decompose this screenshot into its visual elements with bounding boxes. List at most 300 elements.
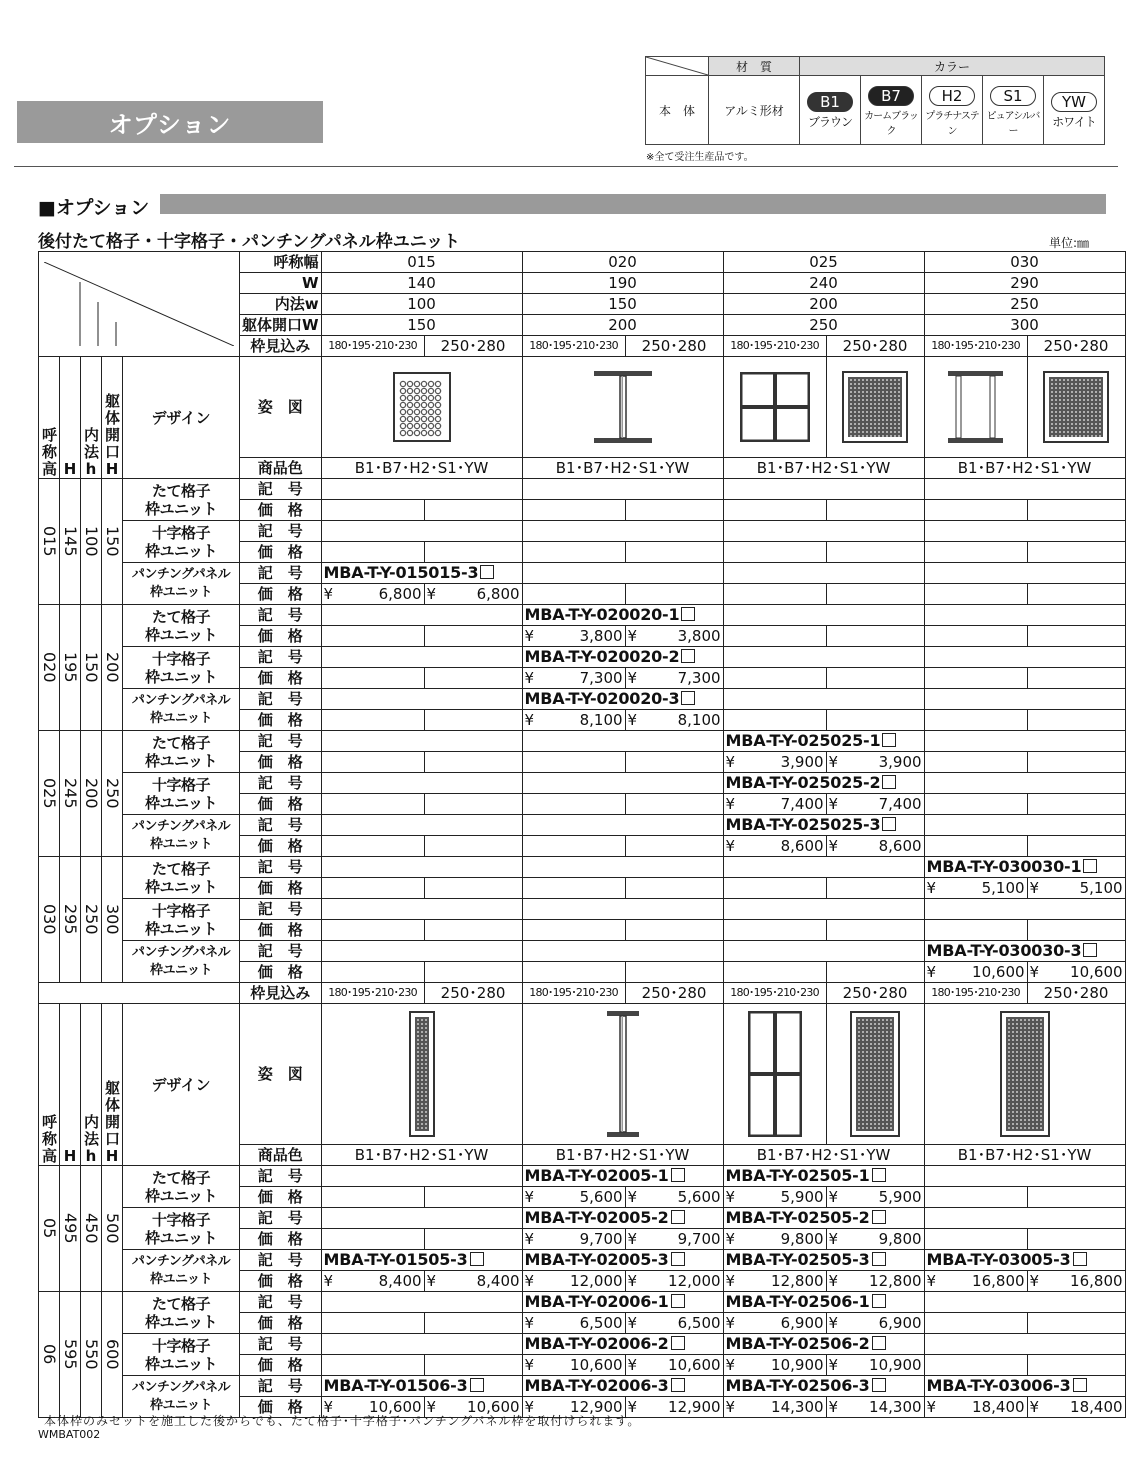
code-label: 記 号: [240, 941, 322, 962]
empty-cell: [924, 521, 1125, 542]
section-title: ■オプション: [38, 197, 150, 219]
unit-type-line2: 枠ユニット: [150, 710, 212, 726]
price-label: 価 格: [240, 878, 322, 899]
price-cell: [424, 584, 522, 605]
figure-label: 姿 図: [240, 357, 322, 458]
color-select-box[interactable]: [480, 565, 494, 579]
frame-depth-a: 180･195･210･230: [522, 983, 625, 1004]
footnote: 本体枠のみセットを施工した後からでも、たて格子･十字格子･パンチングパネル枠を取付けられます。: [44, 1414, 641, 1428]
unit-type-line1: 十字格子: [151, 649, 210, 668]
inner-value: 150: [522, 294, 723, 315]
yen-sign: ¥: [627, 1272, 638, 1290]
empty-cell: [1027, 1313, 1125, 1334]
unit-type-line1: パンチングパネル: [131, 944, 231, 960]
empty-cell: [424, 668, 522, 689]
empty-cell: [625, 878, 723, 899]
empty-cell: [522, 878, 625, 899]
empty-cell: [424, 794, 522, 815]
empty-cell: [723, 563, 924, 584]
yen-sign: ¥: [524, 1398, 535, 1416]
order-note: ※全て受注生産品です。: [646, 152, 754, 163]
price-cell: [625, 710, 723, 731]
tate-label: [123, 1166, 240, 1208]
material-value: アルミ形材: [709, 76, 800, 145]
price-label: 価 格: [240, 1355, 322, 1376]
price: 8,400: [476, 1272, 520, 1290]
empty-cell: [424, 626, 522, 647]
color-select-box[interactable]: [671, 1378, 685, 1392]
W-value: 140: [321, 273, 522, 294]
design-figure: [522, 1004, 723, 1145]
price: 12,000: [668, 1272, 721, 1290]
height-H: 295: [60, 857, 81, 983]
juji-label: [123, 1334, 240, 1376]
price: 18,400: [1070, 1398, 1123, 1416]
color-select-box[interactable]: [872, 1210, 886, 1224]
price: 3,800: [579, 627, 623, 645]
code-label: 記 号: [240, 689, 322, 710]
punch-label: [123, 1250, 240, 1292]
price: 10,900: [771, 1356, 824, 1374]
yen-sign: ¥: [524, 1314, 535, 1332]
frame-depth-b: 250･280: [625, 983, 723, 1004]
code-label: 記 号: [240, 857, 322, 878]
color-select-box[interactable]: [882, 733, 896, 747]
price: 8,400: [378, 1272, 422, 1290]
juji-label: [123, 1208, 240, 1250]
code-label: 記 号: [240, 521, 322, 542]
empty-cell: [723, 941, 924, 962]
unit-type-line1: パンチングパネル: [131, 818, 231, 834]
empty-cell: [924, 815, 1125, 836]
price: 10,600: [570, 1356, 623, 1374]
price-label: 価 格: [240, 542, 322, 563]
frame-depth-a: 180･195･210･230: [321, 983, 424, 1004]
price: 10,600: [972, 963, 1025, 981]
color-h2: [922, 76, 983, 145]
product-code: [723, 1334, 924, 1355]
yen-sign: ¥: [725, 753, 736, 771]
inner_h-text: 内法h: [84, 426, 100, 478]
price-cell: [723, 794, 826, 815]
price-cell: [826, 752, 924, 773]
height-H: 245: [60, 731, 81, 857]
price-cell: [826, 1187, 924, 1208]
price-cell: [723, 1271, 826, 1292]
empty-cell: [625, 500, 723, 521]
yen-sign: ¥: [725, 795, 736, 813]
price: 9,700: [579, 1230, 623, 1248]
height-op: 600: [102, 1292, 123, 1418]
color-header: カラー: [800, 57, 1105, 76]
product-code-text: MBA-T-Y-02006-1: [524, 1292, 669, 1311]
price: 12,800: [771, 1272, 824, 1290]
color-code: B1: [807, 92, 853, 112]
yen-sign: ¥: [1029, 1398, 1040, 1416]
price-label: 価 格: [240, 668, 322, 689]
W-value: 240: [723, 273, 924, 294]
punch-label: [123, 941, 240, 983]
color-name: ブラウン: [807, 115, 852, 129]
product-code: [522, 689, 723, 710]
empty-cell: [826, 584, 924, 605]
price-cell: [826, 1355, 924, 1376]
empty-cell: [924, 920, 1027, 941]
height-op: 150: [102, 479, 123, 605]
price-cell: [723, 1229, 826, 1250]
empty-cell: [1027, 794, 1125, 815]
color-select-box[interactable]: [872, 1378, 886, 1392]
product-code: [723, 1376, 924, 1397]
inner-value: 200: [723, 294, 924, 315]
empty-cell: [723, 668, 826, 689]
empty-cell: [1027, 836, 1125, 857]
empty-cell: [321, 836, 424, 857]
empty-cell: [522, 479, 723, 500]
opening_h-text: 躯体開口H: [105, 392, 121, 478]
color-select-box[interactable]: [671, 1336, 685, 1350]
empty-cell: [424, 710, 522, 731]
empty-cell: [1027, 584, 1125, 605]
product-code: [321, 1376, 522, 1397]
unit-type-line1: たて格子: [151, 481, 210, 500]
empty-cell: [522, 941, 723, 962]
empty-cell: [723, 710, 826, 731]
color-list: B1･B7･H2･S1･YW: [522, 458, 723, 479]
inner-value: 250: [924, 294, 1125, 315]
empty-cell: [321, 794, 424, 815]
product-code-text: MBA-T-Y-030030-3: [926, 941, 1082, 960]
price: 14,300: [869, 1398, 922, 1416]
empty-cell: [723, 857, 924, 878]
color-select-box[interactable]: [1073, 1378, 1087, 1392]
product-code: [522, 1376, 723, 1397]
empty-cell: [522, 773, 723, 794]
empty-cell: [924, 689, 1125, 710]
color-name: カームブラック: [864, 110, 918, 137]
panel-figure: [409, 1011, 435, 1137]
empty-cell: [424, 878, 522, 899]
price-cell: [1027, 1271, 1125, 1292]
nominal-width-label: 呼称幅: [240, 252, 322, 273]
code-label: 記 号: [240, 1250, 322, 1271]
H-text: H: [63, 1147, 77, 1165]
yen-sign: ¥: [627, 669, 638, 687]
unit-type-line1: パンチングパネル: [131, 1253, 231, 1269]
material-color-table: [645, 56, 1105, 145]
empty-cell: [321, 668, 424, 689]
empty-cell: [1027, 752, 1125, 773]
product-code-text: MBA-T-Y-02506-3: [725, 1376, 870, 1395]
frame-depth-a: 180･195･210･230: [723, 983, 826, 1004]
yen-sign: ¥: [426, 1272, 437, 1290]
color-select-box[interactable]: [872, 1294, 886, 1308]
price: 5,100: [981, 879, 1025, 897]
unit-type-line2: 枠ユニット: [150, 1397, 212, 1413]
yen-sign: ¥: [725, 1356, 736, 1374]
price: 8,600: [878, 837, 922, 855]
empty-cell: [625, 836, 723, 857]
empty-cell: [826, 878, 924, 899]
color-select-box[interactable]: [671, 1210, 685, 1224]
code-label: 記 号: [240, 647, 322, 668]
color-yw: [1044, 76, 1105, 145]
product-code-text: MBA-T-Y-02505-3: [725, 1250, 870, 1269]
unit-type-line2: 枠ユニット: [145, 1186, 217, 1205]
code-label: 記 号: [240, 1334, 322, 1355]
yen-sign: ¥: [1029, 1272, 1040, 1290]
empty-cell: [522, 500, 625, 521]
color-select-box[interactable]: [681, 691, 695, 705]
panel-figure: [1000, 1011, 1050, 1137]
price-label: 価 格: [240, 920, 322, 941]
product-code: [522, 1292, 723, 1313]
code-label: 記 号: [240, 479, 322, 500]
unit-type-line1: たて格子: [151, 1168, 210, 1187]
juji-label: [123, 521, 240, 563]
section-bar: [160, 194, 1106, 214]
height-op: 500: [102, 1166, 123, 1292]
price-label: 価 格: [240, 836, 322, 857]
yen-sign: ¥: [828, 1272, 839, 1290]
yen-sign: ¥: [524, 1356, 535, 1374]
price-label: 価 格: [240, 794, 322, 815]
color-select-box[interactable]: [470, 1378, 484, 1392]
empty-cell: [625, 584, 723, 605]
color-select-box[interactable]: [671, 1252, 685, 1266]
product-code: [723, 1250, 924, 1271]
price: 3,900: [780, 753, 824, 771]
price-label: 価 格: [240, 500, 322, 521]
color-select-box[interactable]: [470, 1252, 484, 1266]
empty-cell: [321, 1355, 424, 1376]
unit-type-line2: 枠ユニット: [145, 667, 217, 686]
price: 10,600: [668, 1356, 721, 1374]
price-cell: [723, 1313, 826, 1334]
color-select-box[interactable]: [882, 817, 896, 831]
price-cell: [723, 1187, 826, 1208]
price-cell: [522, 626, 625, 647]
unit-type-line1: 十字格子: [151, 523, 210, 542]
unit-type-line1: 十字格子: [151, 1210, 210, 1229]
yen-sign: ¥: [828, 753, 839, 771]
color-select-box[interactable]: [872, 1252, 886, 1266]
punch-label: [123, 815, 240, 857]
height-nh: 020: [39, 605, 60, 731]
empty-cell: [625, 962, 723, 983]
price: 6,500: [677, 1314, 721, 1332]
empty-cell: [723, 521, 924, 542]
opening_h-text: 躯体開口H: [105, 1079, 121, 1165]
yen-sign: ¥: [725, 1272, 736, 1290]
opening-value: 200: [522, 315, 723, 336]
inner_h-header: [81, 1004, 102, 1166]
design-figure: [826, 357, 924, 458]
unit-type-line1: 十字格子: [151, 1336, 210, 1355]
yen-sign: ¥: [323, 1272, 334, 1290]
design-figure: [826, 1004, 924, 1145]
code-label: 記 号: [240, 815, 322, 836]
price-cell: [1027, 878, 1125, 899]
empty-cell: [522, 836, 625, 857]
height-h: 550: [81, 1292, 102, 1418]
empty-cell: [625, 542, 723, 563]
price: 12,900: [668, 1398, 721, 1416]
product-code-text: MBA-T-Y-030030-1: [926, 857, 1082, 876]
design-label: デザイン: [123, 357, 240, 479]
yen-sign: ¥: [1029, 879, 1040, 897]
color-select-box[interactable]: [671, 1294, 685, 1308]
yen-sign: ¥: [627, 1398, 638, 1416]
color-list: B1･B7･H2･S1･YW: [522, 1145, 723, 1166]
color-code: S1: [990, 86, 1036, 106]
yen-sign: ¥: [524, 669, 535, 687]
unit-type-line2: 枠ユニット: [150, 1271, 212, 1287]
empty-cell: [924, 899, 1125, 920]
color-name: プラチナステン: [925, 110, 979, 137]
product-code-text: MBA-T-Y-02006-2: [524, 1334, 669, 1353]
price-cell: [321, 584, 424, 605]
tate-label: [123, 857, 240, 899]
price: 7,400: [780, 795, 824, 813]
price-label: 価 格: [240, 752, 322, 773]
color-select-box[interactable]: [671, 1168, 685, 1182]
empty-cell: [625, 920, 723, 941]
empty-cell: [924, 1355, 1027, 1376]
height-op: 300: [102, 857, 123, 983]
color-list: B1･B7･H2･S1･YW: [321, 458, 522, 479]
height-nh: 030: [39, 857, 60, 983]
unit-type-line2: 枠ユニット: [145, 541, 217, 560]
empty-cell: [321, 773, 522, 794]
price: 5,600: [579, 1188, 623, 1206]
panel-figure: [393, 372, 451, 442]
color-select-box[interactable]: [1083, 859, 1097, 873]
design-figure: [522, 357, 723, 458]
empty-cell: [723, 962, 826, 983]
opening_h-header: [102, 357, 123, 479]
empty-cell: [424, 542, 522, 563]
price: 10,600: [369, 1398, 422, 1416]
cross-lattice-figure: [740, 372, 810, 442]
W-value: 290: [924, 273, 1125, 294]
product-code-text: MBA-T-Y-020020-3: [524, 689, 680, 708]
yen-sign: ¥: [627, 1314, 638, 1332]
product-code-text: MBA-T-Y-025025-2: [725, 773, 881, 792]
option-price-table: [38, 251, 1126, 1418]
price-cell: [424, 1271, 522, 1292]
unit-type-line2: 枠ユニット: [150, 836, 212, 852]
yen-sign: ¥: [627, 1356, 638, 1374]
unit-type-line1: たて格子: [151, 607, 210, 626]
color-select-box[interactable]: [882, 775, 896, 789]
height-H: 145: [60, 479, 81, 605]
color-list: B1･B7･H2･S1･YW: [321, 1145, 522, 1166]
price-cell: [625, 1313, 723, 1334]
price-cell: [625, 1355, 723, 1376]
price-cell: [321, 1271, 424, 1292]
unit-label: 単位:㎜: [1049, 236, 1090, 250]
yen-sign: ¥: [725, 1230, 736, 1248]
product-code-text: MBA-T-Y-015015-3: [323, 563, 479, 582]
empty-cell: [321, 962, 424, 983]
color-select-box[interactable]: [681, 607, 695, 621]
empty-cell: [321, 1334, 522, 1355]
empty-cell: [1027, 626, 1125, 647]
yen-sign: ¥: [627, 711, 638, 729]
color-select-box[interactable]: [1073, 1252, 1087, 1266]
frame-depth-label: 枠見込み: [240, 983, 322, 1004]
unit-type-line1: 十字格子: [151, 775, 210, 794]
body-label: 本 体: [646, 76, 709, 145]
frame-depth-a: 180･195･210･230: [522, 336, 625, 357]
color-select-box[interactable]: [872, 1168, 886, 1182]
empty-cell: [1027, 710, 1125, 731]
color-select-box[interactable]: [872, 1336, 886, 1350]
nominal-width: 015: [321, 252, 522, 273]
frame-depth-label: 枠見込み: [240, 336, 322, 357]
yen-sign: ¥: [426, 1398, 437, 1416]
W-value: 190: [522, 273, 723, 294]
color-list: B1･B7･H2･S1･YW: [723, 458, 924, 479]
code-label: 記 号: [240, 1292, 322, 1313]
vertical-lattice-figure: [607, 1011, 639, 1137]
empty-cell: [321, 647, 522, 668]
price-cell: [723, 752, 826, 773]
price: 6,900: [780, 1314, 824, 1332]
price: 9,800: [878, 1230, 922, 1248]
product-code-text: MBA-T-Y-02505-2: [725, 1208, 870, 1227]
price-cell: [625, 668, 723, 689]
yen-sign: ¥: [828, 1356, 839, 1374]
price: 12,000: [570, 1272, 623, 1290]
color-select-box[interactable]: [1083, 943, 1097, 957]
color-list: B1･B7･H2･S1･YW: [924, 1145, 1125, 1166]
unit-type-line2: 枠ユニット: [150, 962, 212, 978]
color-b1: [800, 76, 861, 145]
product-code: [723, 731, 924, 752]
price: 12,800: [869, 1272, 922, 1290]
empty-cell: [723, 920, 826, 941]
price-cell: [723, 836, 826, 857]
empty-cell: [321, 689, 522, 710]
color-select-box[interactable]: [681, 649, 695, 663]
price-cell: [924, 1397, 1027, 1418]
tate-label: [123, 605, 240, 647]
empty-cell: [924, 668, 1027, 689]
yen-sign: ¥: [323, 1398, 334, 1416]
empty-cell: [924, 794, 1027, 815]
H-text: H: [63, 460, 77, 478]
empty-cell: [1027, 500, 1125, 521]
product-code-text: MBA-T-Y-02005-2: [524, 1208, 669, 1227]
material-header: 材 質: [709, 57, 800, 76]
price-cell: [522, 1355, 625, 1376]
price: 3,900: [878, 753, 922, 771]
frame-depth-b: 250･280: [1027, 336, 1125, 357]
product-code: [522, 1334, 723, 1355]
product-code: [723, 1208, 924, 1229]
price-label: 価 格: [240, 584, 322, 605]
empty-cell: [924, 1229, 1027, 1250]
price-label: 価 格: [240, 1229, 322, 1250]
nominal_height-header: [39, 1004, 60, 1166]
code-label: 記 号: [240, 731, 322, 752]
price-cell: [924, 878, 1027, 899]
empty-cell: [321, 1166, 522, 1187]
yen-sign: ¥: [627, 1230, 638, 1248]
height-nh: 05: [39, 1166, 60, 1292]
